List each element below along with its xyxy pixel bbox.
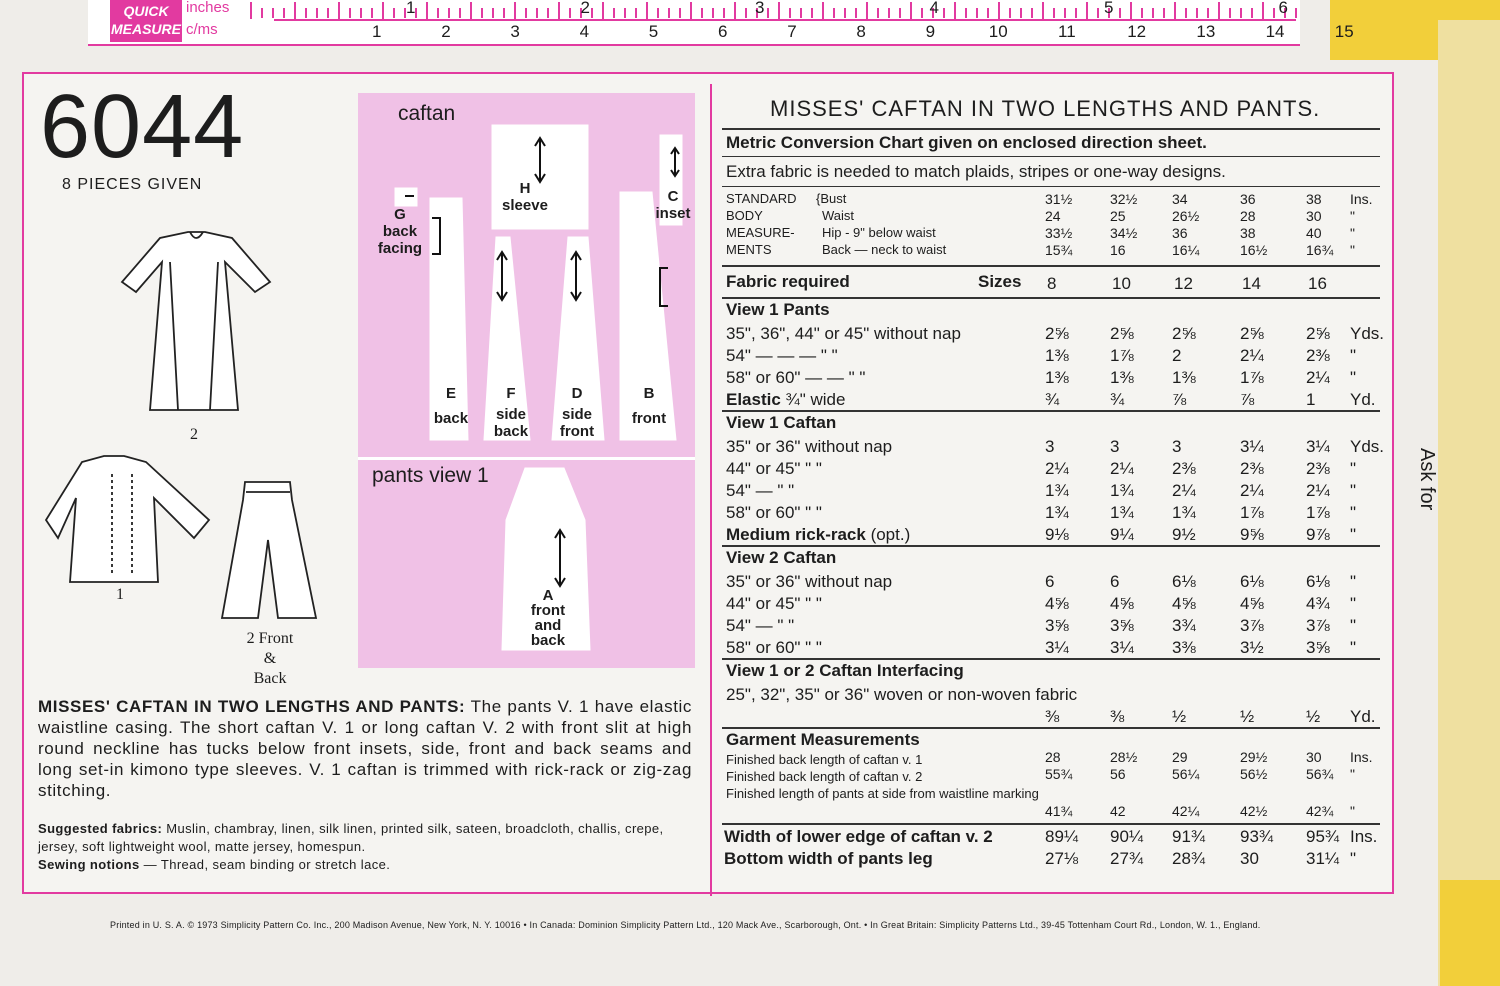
cm-number: 13	[1196, 22, 1216, 41]
chart-cell: 28¾	[1172, 849, 1206, 868]
row-label: 25", 32", 35" or 36" woven or non-woven fabric	[726, 685, 1078, 704]
chart-cell: 2⅝	[1240, 324, 1264, 343]
chart-unit: "	[1350, 616, 1357, 635]
caftan-view2-drawing	[122, 232, 270, 410]
pieces-given: 8 PIECES GIVEN	[62, 176, 203, 193]
chart-cell: 1¾	[1110, 481, 1134, 500]
suggested-fabrics-label: Suggested fabrics:	[38, 821, 163, 836]
chart-unit: Ins.	[1350, 749, 1373, 765]
piece-E-name: back	[433, 410, 469, 427]
chart-cell: 2⅜	[1240, 459, 1264, 478]
row-label: 54" — — — " "	[726, 346, 838, 365]
description-body: The pants V. 1 have elastic waistline casing. The short caftan V. 1 or long caftan V. 2 with front slit at high round neckline has tucks below front insets, side, front and back seams and long set-in kimono type sleeves. V. 1 caftan is trimmed with rick-rack or zig-zag stitching.	[38, 697, 692, 800]
piece-E-label	[428, 385, 474, 427]
chart-cell: 2⅝	[1172, 324, 1196, 343]
piece-D-name-1: side	[561, 406, 592, 423]
chart-cell: 1¾	[1045, 481, 1069, 500]
row-label-bold: Medium rick-rack	[726, 525, 866, 544]
inch-number: 4	[929, 0, 939, 17]
chart-unit: "	[1350, 225, 1355, 241]
piece-A-name-1: front	[530, 602, 566, 619]
chart-cell: 1⅜	[1045, 368, 1069, 387]
chart-cell: 38	[1306, 191, 1322, 207]
piece-H-label	[500, 180, 550, 214]
chart-cell: 16¾	[1306, 242, 1334, 258]
chart-cell: ⅞	[1240, 390, 1255, 409]
chart-unit: "	[1350, 594, 1357, 613]
row-label: 58" or 60" " "	[726, 503, 822, 522]
chart-cell: 6⅛	[1240, 572, 1264, 591]
chart-cell: 24	[1045, 208, 1061, 224]
piece-D-letter: D	[571, 385, 583, 402]
size-header: 10	[1112, 274, 1131, 293]
caftan-panel-title: caftan	[398, 102, 456, 125]
chart-cell: 41¾	[1045, 803, 1073, 819]
piece-G-label	[375, 206, 425, 257]
chart-unit: "	[1350, 208, 1355, 224]
cm-number: 11	[1058, 22, 1076, 41]
cm-number: 3	[510, 22, 520, 41]
chart-cell: 27¾	[1110, 849, 1144, 868]
cm-number: 4	[579, 22, 590, 41]
chart-unit: Yds.	[1350, 324, 1385, 343]
chart-unit: "	[1350, 242, 1355, 258]
piece-E-letter: E	[445, 385, 456, 402]
badge-line-2: MEASURE	[110, 21, 181, 37]
view1-label: 1	[116, 586, 124, 603]
row-label: 44" or 45" " "	[726, 594, 822, 613]
pants-label-line-3: Back	[253, 670, 287, 687]
chart-unit: Ins.	[1350, 827, 1378, 846]
chart-unit: "	[1350, 459, 1357, 478]
inches-label: inches	[186, 0, 230, 16]
chart-cell: 1⅞	[1306, 503, 1330, 522]
chart-cell: 6⅛	[1306, 572, 1330, 591]
chart-cell: 1⅜	[1045, 346, 1069, 365]
chart-cell: 3	[1172, 437, 1182, 456]
chart-rule	[722, 156, 1380, 157]
chart-unit: Yds.	[1350, 437, 1385, 456]
chart-rule	[722, 265, 1380, 267]
chart-cell: 1¾	[1110, 503, 1134, 522]
size-header: 16	[1308, 274, 1327, 293]
chart-unit: "	[1350, 481, 1357, 500]
suggested-fabrics-text: Muslin, chambray, linen, silk linen, printed silk, sateen, broadcloth, challis, crepe, jersey, soft lightweight wool, matte jersey, homespun.	[38, 821, 664, 854]
piece-C-letter: C	[667, 188, 679, 205]
piece-F-label	[486, 385, 536, 440]
piece-H-letter: H	[519, 180, 531, 197]
body-row-label: Waist	[822, 208, 855, 223]
pattern-number: 6044	[40, 77, 245, 177]
size-header: 14	[1242, 274, 1261, 293]
chart-cell: 2⅜	[1306, 459, 1330, 478]
chart-cell: 2¼	[1306, 368, 1330, 387]
chart-cell: 9⅝	[1240, 525, 1264, 544]
chart-cell: ½	[1240, 707, 1255, 726]
piece-A-name-3: back	[530, 632, 566, 649]
chart-cell: 3¼	[1045, 638, 1069, 657]
row-label: Elastic ¾" wide	[726, 390, 846, 409]
chart-cell: 3¼	[1306, 437, 1330, 456]
chart-cell: 40	[1306, 225, 1322, 241]
row-label: 35" or 36" without nap	[726, 572, 893, 591]
chart-cell: 3⅝	[1306, 638, 1330, 657]
body-row-label: {Bust	[816, 191, 847, 206]
cm-number: 10	[988, 22, 1008, 41]
inch-number: 3	[755, 0, 765, 17]
inch-number: 5	[1104, 0, 1114, 17]
chart-cell: ⅜	[1110, 707, 1125, 726]
chart-cell: 3⅝	[1045, 616, 1069, 635]
body-measurement-label: BODY	[726, 208, 763, 223]
chart-cell: ½	[1172, 707, 1187, 726]
chart-cell: 3	[1110, 437, 1120, 456]
chart-cell: 6	[1110, 572, 1120, 591]
chart-cell: 89¼	[1045, 827, 1079, 846]
body-row-label: Hip - 9" below waist	[822, 225, 936, 240]
chart-cell: 95¾	[1306, 827, 1340, 846]
piece-B-label	[624, 385, 674, 427]
chart-cell: 16¼	[1172, 242, 1200, 258]
chart-cell: 4⅝	[1045, 594, 1069, 613]
chart-cell: 1⅞	[1240, 368, 1264, 387]
section-title: View 1 or 2 Caftan Interfacing	[726, 661, 964, 680]
side-text: Ask for	[1416, 448, 1438, 511]
row-label: 35" or 36" without nap	[726, 437, 893, 456]
size-header: 8	[1047, 274, 1057, 293]
chart-cell: 56	[1110, 766, 1126, 782]
garment-row-label: Finished back length of caftan v. 1	[726, 752, 923, 767]
width-row-label: Width of lower edge of caftan v. 2	[724, 827, 993, 846]
body-measurement-label: MENTS	[726, 242, 772, 257]
chart-unit: "	[1350, 638, 1357, 657]
metric-note: Metric Conversion Chart given on enclosed direction sheet.	[726, 133, 1207, 152]
chart-unit: "	[1350, 503, 1357, 522]
chart-cell: 3⅞	[1240, 616, 1264, 635]
chart-cell: 15¾	[1045, 242, 1073, 258]
piece-F-name-1: side	[495, 406, 526, 423]
chart-cell: 3⅝	[1110, 616, 1134, 635]
chart-cell: 3⅞	[1306, 616, 1330, 635]
row-label: Medium rick-rack (opt.)	[726, 525, 911, 544]
chart-cell: 26½	[1172, 208, 1200, 224]
chart-cell: 2⅜	[1172, 459, 1196, 478]
chart-cell: 31¼	[1306, 849, 1340, 868]
cm-number: 5	[648, 22, 659, 41]
row-label: 35", 36", 44" or 45" without nap	[726, 324, 961, 343]
piece-G-name-2: facing	[377, 240, 423, 257]
chart-cell: 2⅝	[1045, 324, 1069, 343]
chart-rule	[722, 410, 1380, 412]
cm-number: 9	[925, 22, 936, 41]
chart-cell: 30	[1306, 749, 1322, 765]
chart-unit: "	[1350, 803, 1355, 819]
chart-rule	[722, 658, 1380, 660]
chart-cell: 16	[1110, 242, 1126, 258]
chart-cell: ¾	[1110, 390, 1125, 409]
piece-B-letter: B	[643, 385, 655, 402]
chart-cell: 93¾	[1240, 827, 1274, 846]
pants-panel-title: pants view 1	[372, 464, 489, 487]
chart-unit: "	[1350, 346, 1357, 365]
inch-number: 2	[580, 0, 590, 17]
caftan-view1-drawing	[46, 456, 209, 582]
chart-cell: 3½	[1240, 638, 1264, 657]
chart-cell: 2¼	[1306, 481, 1330, 500]
chart-unit: "	[1350, 368, 1357, 387]
chart-cell: 1	[1306, 390, 1316, 409]
pants-label-line-2: &	[263, 650, 277, 667]
chart-cell: 2⅝	[1306, 324, 1330, 343]
chart-cell: 30	[1240, 849, 1259, 868]
chart-cell: 90¼	[1110, 827, 1144, 846]
cm-number: 1	[372, 22, 382, 41]
chart-cell: 6⅛	[1172, 572, 1196, 591]
chart-cell: 2	[1172, 346, 1182, 365]
chart-title: MISSES' CAFTAN IN TWO LENGTHS AND PANTS.	[770, 96, 1321, 121]
piece-F-name-2: back	[493, 423, 529, 440]
chart-cell: 4¾	[1306, 594, 1330, 613]
fabric-required-label: Fabric required	[726, 272, 850, 291]
sewing-notions	[38, 856, 692, 874]
chart-cell: 2¼	[1172, 481, 1196, 500]
chart-cell: 42½	[1240, 803, 1268, 819]
sewing-notions-text: — Thread, seam binding or stretch lace.	[143, 857, 391, 872]
chart-cell: 1⅞	[1240, 503, 1264, 522]
garment-measurements-title: Garment Measurements	[726, 730, 920, 749]
chart-cell: 3⅜	[1172, 638, 1196, 657]
cm-label: c/ms	[186, 21, 218, 38]
chart-cell: 25	[1110, 208, 1126, 224]
chart-cell: 9¼	[1110, 525, 1134, 544]
chart-cell: 29	[1172, 749, 1188, 765]
chart-cell: 34	[1172, 191, 1188, 207]
view2-label: 2	[190, 426, 198, 443]
chart-cell: 4⅝	[1110, 594, 1134, 613]
body-measurement-label: STANDARD	[726, 191, 797, 206]
pattern-description	[38, 696, 692, 801]
chart-rule	[722, 186, 1380, 187]
chart-cell: 4⅝	[1172, 594, 1196, 613]
chart-cell: 34½	[1110, 225, 1138, 241]
chart-cell: 36	[1240, 191, 1256, 207]
chart-unit: Ins.	[1350, 191, 1373, 207]
chart-cell: 2¼	[1045, 459, 1069, 478]
row-label: 54" — " "	[726, 481, 795, 500]
chart-cell: 9⅞	[1306, 525, 1330, 544]
cm-number: 8	[856, 22, 866, 41]
description-heading: MISSES' CAFTAN IN TWO LENGTHS AND PANTS:	[38, 697, 466, 716]
chart-cell: 9½	[1172, 525, 1196, 544]
garment-row-label: Finished back length of caftan v. 2	[726, 769, 923, 784]
piece-A-label	[520, 588, 576, 648]
row-label: 54" — " "	[726, 616, 795, 635]
chart-cell: 56¼	[1172, 766, 1200, 782]
chart-cell: ⅜	[1045, 707, 1060, 726]
chart-cell: 16½	[1240, 242, 1268, 258]
row-label: 58" or 60" " "	[726, 638, 822, 657]
chart-cell: 3¼	[1240, 437, 1264, 456]
chart-cell: 56¾	[1306, 766, 1334, 782]
chart-cell: 3¾	[1172, 616, 1196, 635]
chart-cell: 2¼	[1110, 459, 1134, 478]
pants-drawing	[222, 482, 316, 618]
chart-cell: 38	[1240, 225, 1256, 241]
chart-rule	[722, 297, 1380, 299]
chart-cell: 42	[1110, 803, 1126, 819]
chart-cell: 28	[1240, 208, 1256, 224]
garment-row-label: Finished length of pants at side from waistline marking	[726, 786, 1039, 801]
cm-number: 2	[441, 22, 451, 41]
piece-D-name-2: front	[559, 423, 595, 440]
chart-unit: "	[1350, 572, 1357, 591]
chart-cell: 28	[1045, 749, 1061, 765]
fabric-notes	[38, 820, 692, 874]
plaid-note: Extra fabric is needed to match plaids, stripes or one-way designs.	[726, 162, 1226, 181]
chart-cell: 2⅝	[1110, 324, 1134, 343]
section-title: View 1 Caftan	[726, 413, 837, 432]
section-title: View 2 Caftan	[726, 548, 837, 567]
piece-C-label	[650, 188, 696, 222]
body-measurement-label: MEASURE-	[726, 225, 795, 240]
chart-cell: 1¾	[1045, 503, 1069, 522]
chart-unit: "	[1350, 525, 1357, 544]
chart-cell: 29½	[1240, 749, 1268, 765]
chart-cell: 28½	[1110, 749, 1138, 765]
piece-B-name: front	[631, 410, 667, 427]
sewing-notions-label: Sewing notions	[38, 857, 140, 872]
chart-rule	[722, 128, 1380, 130]
chart-cell: 36	[1172, 225, 1188, 241]
piece-G-name-1: back	[382, 223, 418, 240]
chart-cell: 3	[1045, 437, 1055, 456]
cm-number: 15	[1334, 22, 1354, 41]
cm-number: 12	[1127, 22, 1147, 41]
copyright-footer: Printed in U. S. A. © 1973 Simplicity Pattern Co. Inc., 200 Madison Avenue, New York, N. Y. 10016 • In Canada: Dominion Simplicity Pattern Ltd., 120 Mack Ave., Scarborough, Ont. • In Great Britain: Simplicity Patterns Ltd., 39-45 Tottenham Court Rd., London, W. 1., England.	[110, 920, 1261, 930]
chart-cell: 55¾	[1045, 766, 1073, 782]
chart-cell: ⅞	[1172, 390, 1187, 409]
cm-number: 6	[718, 22, 728, 41]
badge-line-1: QUICK	[123, 3, 169, 19]
row-label-bold: Elastic	[726, 390, 781, 409]
chart-cell: 56½	[1240, 766, 1268, 782]
chart-unit: Yd.	[1350, 707, 1376, 726]
chart-cell: 3¼	[1110, 638, 1134, 657]
chart-cell: ½	[1306, 707, 1321, 726]
chart-rule	[722, 545, 1380, 547]
chart-cell: 4⅝	[1240, 594, 1264, 613]
pants-label	[238, 629, 302, 689]
inch-number: 1	[406, 0, 416, 17]
piece-G-letter: G	[394, 206, 406, 223]
section-title: View 1 Pants	[726, 300, 830, 319]
chart-cell: 42¾	[1306, 803, 1334, 819]
piece-A-name-2: and	[534, 617, 562, 634]
chart-cell: 27⅛	[1045, 849, 1079, 868]
sizes-label: Sizes	[978, 272, 1022, 291]
chart-unit: "	[1350, 849, 1357, 868]
piece-H-name: sleeve	[502, 197, 548, 214]
cm-number: 7	[787, 22, 797, 41]
chart-cell: 1⅜	[1110, 368, 1134, 387]
inch-number: 6	[1278, 0, 1288, 17]
chart-rule	[722, 823, 1380, 825]
size-header: 12	[1174, 274, 1193, 293]
chart-cell: 1⅜	[1172, 368, 1196, 387]
chart-cell: 9⅛	[1045, 525, 1069, 544]
piece-C-name: inset	[655, 205, 691, 222]
chart-cell: ¾	[1045, 390, 1060, 409]
chart-cell: 2¼	[1240, 481, 1264, 500]
row-label: 44" or 45" " "	[726, 459, 822, 478]
chart-cell: 33½	[1045, 225, 1073, 241]
chart-cell: 32½	[1110, 191, 1138, 207]
suggested-fabrics	[38, 820, 692, 856]
chart-cell: 6	[1045, 572, 1055, 591]
pants-label-line-1: 2 Front	[246, 630, 294, 647]
cm-number: 14	[1265, 22, 1285, 41]
chart-cell: 30	[1306, 208, 1322, 224]
chart-cell: 1¾	[1172, 503, 1196, 522]
width-row-label: Bottom width of pants leg	[724, 849, 933, 868]
chart-cell: 2⅜	[1306, 346, 1330, 365]
chart-cell: 2¼	[1240, 346, 1264, 365]
chart-rule	[722, 727, 1380, 729]
chart-cell: 42¼	[1172, 803, 1200, 819]
chart-unit: Yd.	[1350, 390, 1376, 409]
piece-A-letter: A	[542, 587, 554, 604]
piece-F-letter: F	[506, 385, 516, 402]
piece-D-label	[552, 385, 602, 440]
body-row-label: Back — neck to waist	[822, 242, 947, 257]
chart-cell: 91¾	[1172, 827, 1206, 846]
chart-cell: 31½	[1045, 191, 1073, 207]
chart-cell: 1⅞	[1110, 346, 1134, 365]
row-label: 58" or 60" — — " "	[726, 368, 866, 387]
chart-unit: "	[1350, 766, 1355, 782]
